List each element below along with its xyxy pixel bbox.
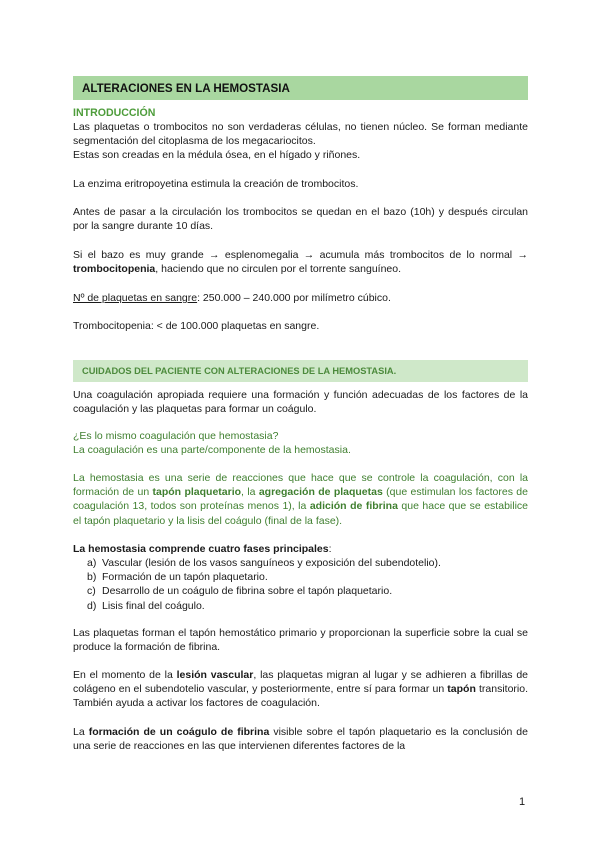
lesion-vascular-bold: lesión vascular [176, 669, 254, 681]
p5-bold: trombocitopenia [73, 263, 156, 276]
section-title: CUIDADOS DEL PACIENTE CON ALTERACIONES DE LA HEMOSTASIA. [82, 366, 397, 376]
phases-title: La hemostasia comprende cuatro fases principales [73, 543, 329, 555]
intro-paragraph-1: Las plaquetas o trombocitos no son verdaderas células, no tienen núcleo. Se forman mediante segmentación del citoplasma de los megacariocitos. [73, 121, 528, 148]
s2-answer: La coagulación es una parte/componente de la hemostasia. [73, 444, 351, 456]
platelet-count-label: Nº de plaquetas en sangre [73, 292, 198, 304]
intro-paragraph-6 [73, 291, 528, 305]
phases-colon: : [328, 543, 332, 555]
g-bold-agregacion: agregación de plaquetas [258, 486, 383, 499]
g-text-e: (que estimulan los factores de coagulación 13, todos son proteínas menos 1), la [73, 486, 528, 513]
s2-hemostasis-paragraph [73, 471, 528, 528]
fibrina-clot-bold: formación de un coágulo de fibrina [88, 726, 270, 738]
s2-question: ¿Es lo mismo coagulación que hemostasia? [73, 430, 279, 442]
intro-heading-block [73, 106, 528, 120]
g-bold-fibrina: adición de fibrina [309, 500, 398, 513]
s2-paragraph-1: Una coagulación apropiada requiere una formación y función adecuadas de los factores de la coagulación y las plaquetas para formar un coágulo. [73, 389, 528, 416]
list-item: c) Desarrollo de un coágulo de fibrina sobre el tapón plaquetario. [87, 585, 393, 598]
s2-paragraph-5: La formación de un coágulo de fibrina visible sobre el tapón plaquetario es la conclusión de una serie de reacciones en las que intervienen diferentes factores de la [73, 726, 528, 753]
intro-paragraph-7: Trombocitopenia: < de 100.000 plaquetas en sangre. [73, 320, 320, 332]
phases-title-line [73, 542, 528, 556]
title-banner [73, 76, 528, 100]
list-item: b) Formación de un tapón plaquetario. [87, 571, 268, 584]
intro-paragraph-4: Antes de pasar a la circulación los trombocitos se quedan en el bazo (10h) y después circulan por la sangre durante 10 días. [73, 206, 528, 233]
list-item: a) Vascular (lesión de los vasos sanguíneos y exposición del subendotelio). [87, 557, 441, 569]
g-text-a: La hemostasia es una serie de reacciones que hace que se controle la coagulación, con la formación de un [73, 472, 528, 499]
s2-paragraph-4: En el momento de la lesión vascular, las plaquetas migran al lugar y se adhieren a fibrillas de colágeno en el subendotelio vascular, y posteriormente, entre sí para formar un tapón transitorio. También ayuda a activar los factores de coagulación. [73, 669, 529, 710]
page-title: ALTERACIONES EN LA HEMOSTASIA [82, 81, 290, 95]
list-item: d) Lisis final del coágulo. [87, 599, 205, 612]
g-text-g: que hace que se estabilice el tapón plaquetario y la lisis del coágulo (final de la fase). [73, 500, 528, 527]
section-banner [73, 360, 528, 382]
p5-text-c: , haciendo que no circulen por el torrente sanguíneo. [155, 263, 402, 276]
phases-list [73, 556, 528, 613]
intro-paragraph-3: La enzima eritropoyetina estimula la creación de trombocitos. [73, 178, 359, 190]
intro-paragraph-2: Estas son creadas en la médula ósea, en el hígado y riñones. [73, 149, 361, 161]
platelet-count-value: : 250.000 – 240.000 por milímetro cúbico. [197, 292, 391, 304]
phases-list-block [73, 556, 528, 613]
g-bold-tapon: tapón plaquetario [152, 486, 242, 499]
s2-paragraph-3: Las plaquetas forman el tapón hemostático primario y proporcionan la superficie sobre la cual se produce la formación de fibrina. [73, 627, 528, 654]
page-number: 1 [519, 796, 526, 808]
p5-text-a: Si el bazo es muy grande → esplenomegalia → acumula más trombocitos de lo normal → [73, 249, 528, 261]
g-text-c: , la [241, 486, 259, 499]
tapon-bold: tapón [447, 683, 476, 696]
intro-heading: INTRODUCCIÓN [73, 107, 156, 119]
intro-paragraph-5 [73, 248, 528, 276]
